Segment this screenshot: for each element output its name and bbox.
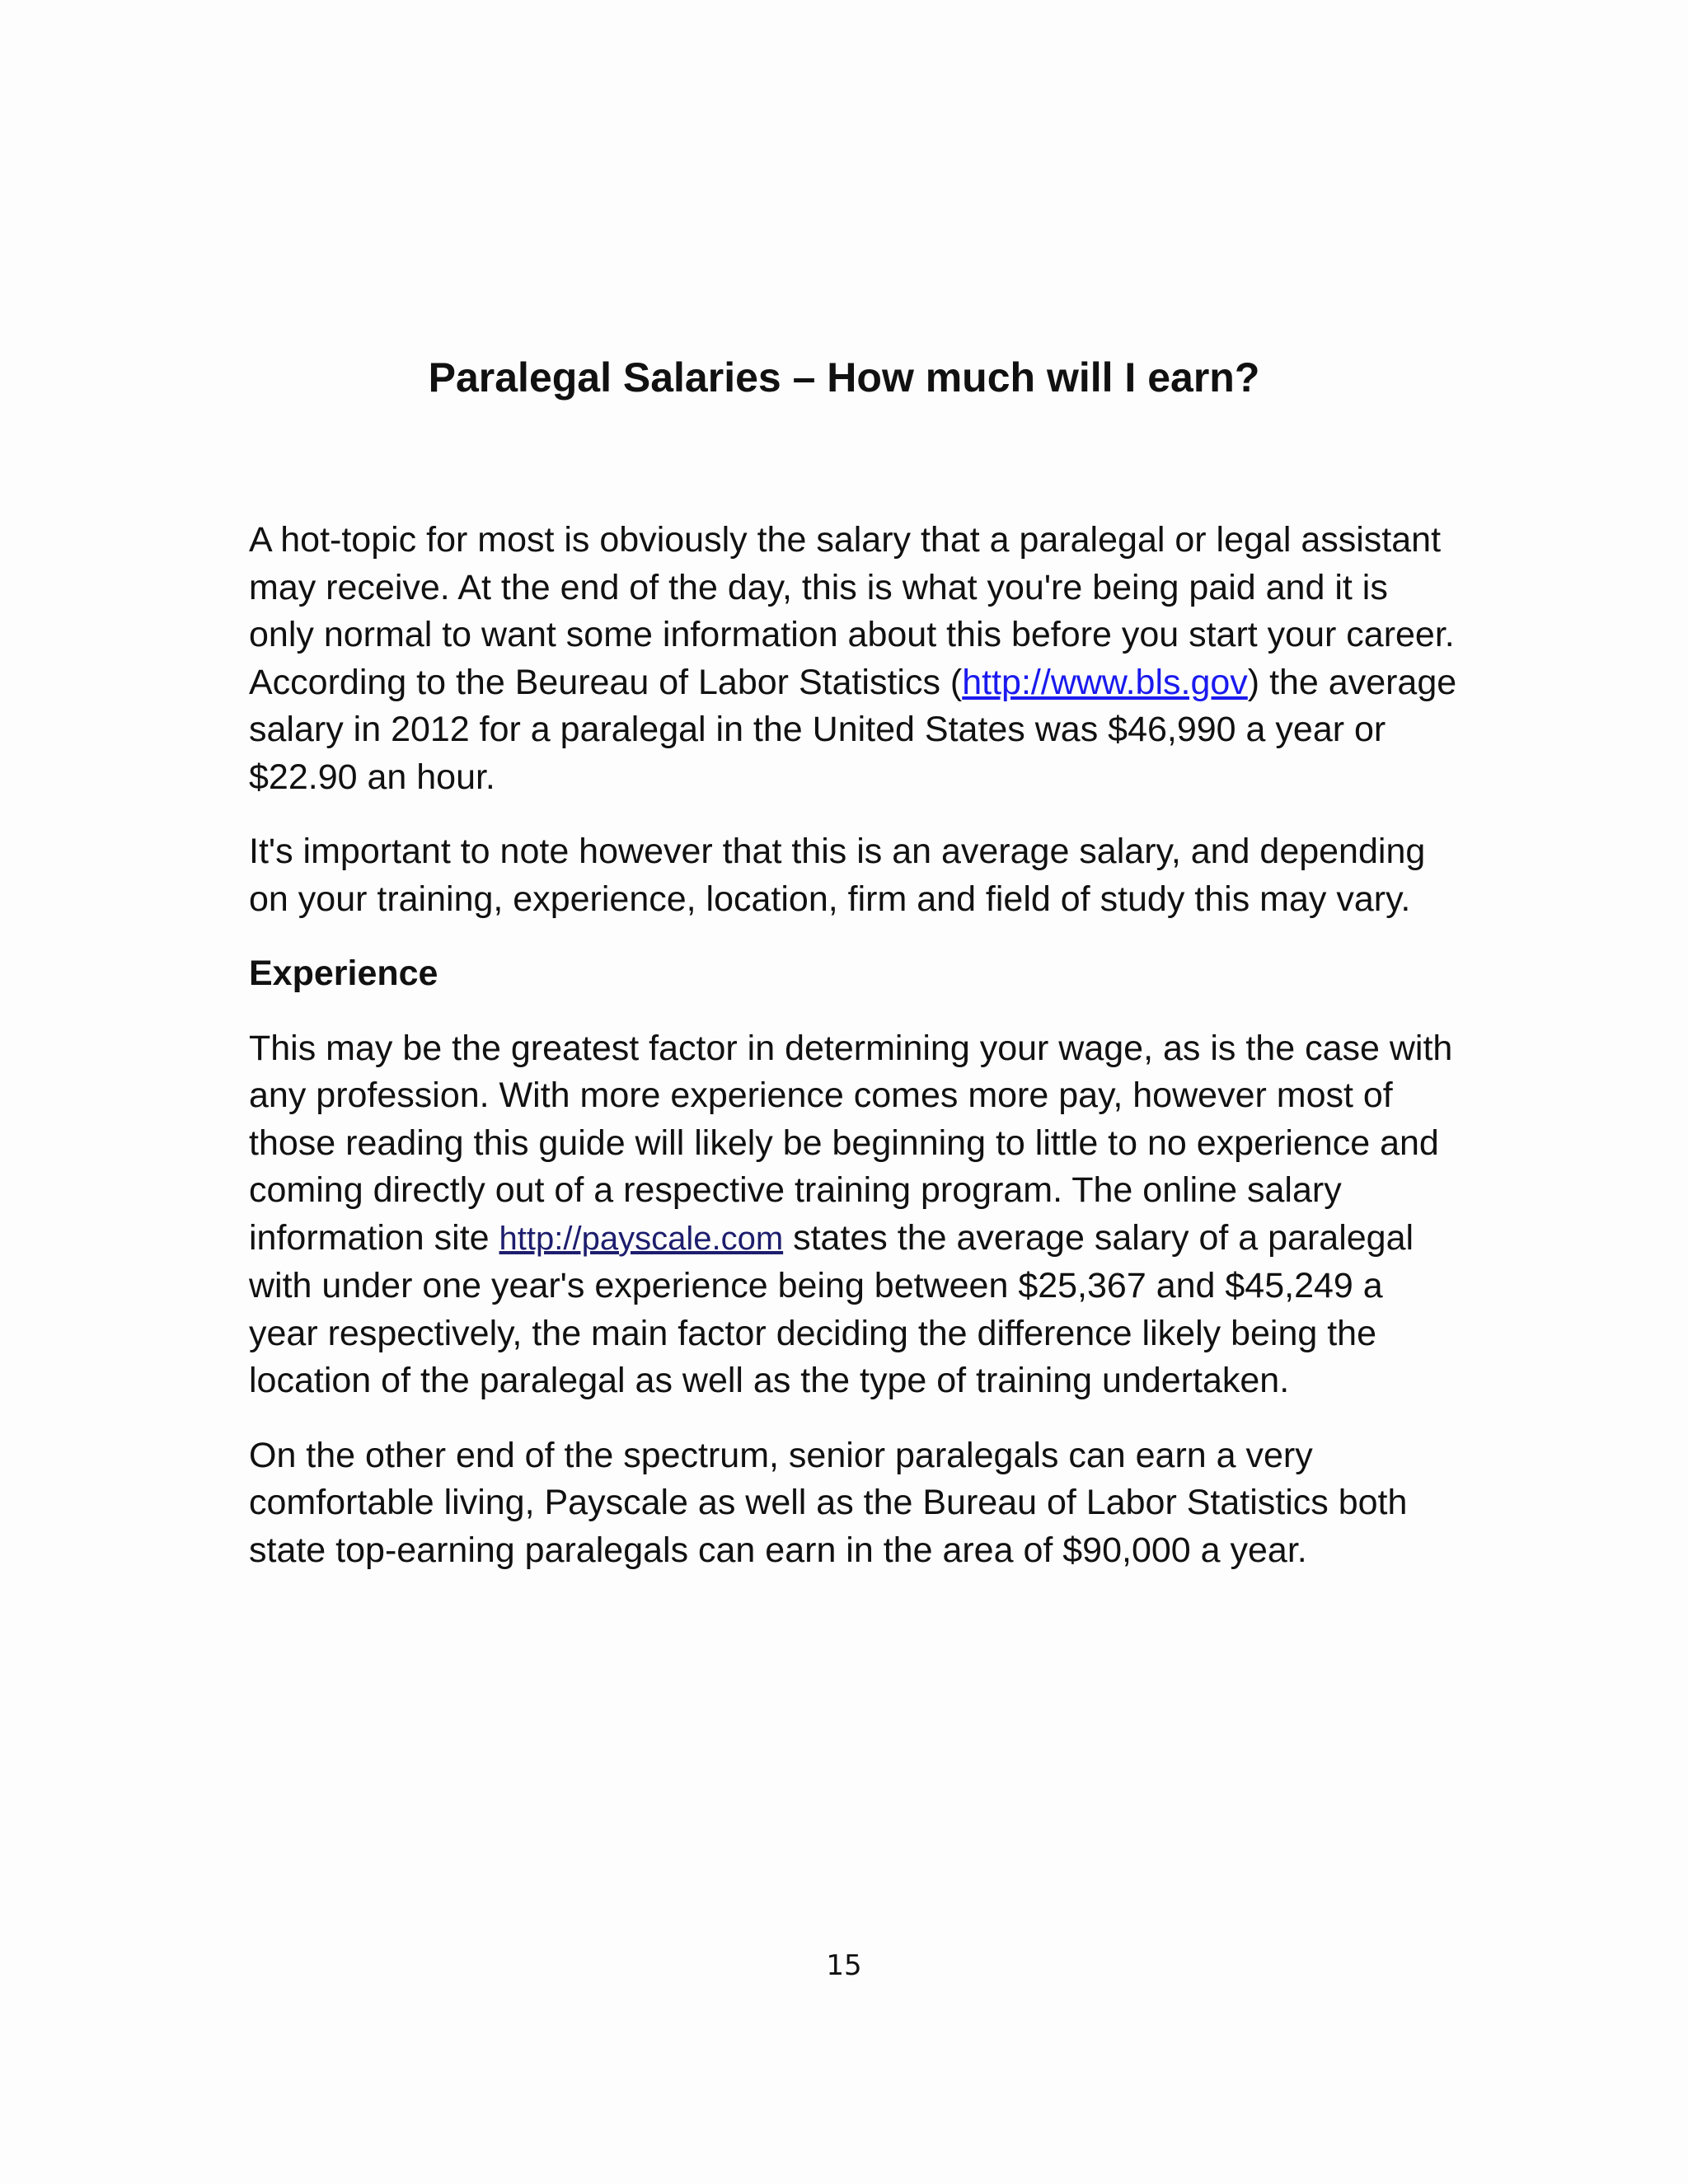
body-content — [249, 517, 1461, 1601]
intro-text-end: ) the average salary in 2012 for a paralegal in the United States was $46,990 a year or $22.90 an hour. — [249, 662, 1457, 797]
bls-link[interactable]: http://www.bls.gov — [962, 662, 1248, 702]
page-number: 15 — [826, 1949, 862, 1982]
experience-text-end: states the average salary of a paralegal with under one year's experience being between $25,367 and $45,249 a year respectively, the main factor deciding the difference likely being the location of the paralegal as well as the type of training undertaken. — [249, 1217, 1414, 1400]
page-title: Paralegal Salaries – How much will I earn? — [428, 354, 1260, 401]
intro-text-start: A hot-topic for most is obviously the salary that a paralegal or legal assistant may receive. At the end of the day, this is what you're being paid and it is only normal to want some information about this before you start your career. According to the Beureau of Labor Statistics ( — [249, 520, 1455, 702]
experience-heading: Experience — [249, 954, 438, 993]
payscale-link[interactable]: http://payscale.com — [499, 1220, 784, 1257]
average-note-paragraph: It's important to note however that this is an average salary, and depending on your training, experience, location, firm and field of study this may vary. — [249, 832, 1426, 919]
experience-paragraph — [249, 1025, 1461, 1405]
intro-paragraph — [249, 517, 1461, 801]
senior-paralegal-paragraph: On the other end of the spectrum, senior paralegals can earn a very comfortable living, Payscale as well as the Bureau of Labor Statistics both state top-earning paralegals can earn in the area of $90,000 a year. — [249, 1435, 1408, 1570]
experience-text-start: This may be the greatest factor in determining your wage, as is the case with any profession. With more experience comes more pay, however most of those reading this guide will likely be beginning to little to no experience and coming directly out of a respective training program. The online salary information site — [249, 1028, 1453, 1258]
